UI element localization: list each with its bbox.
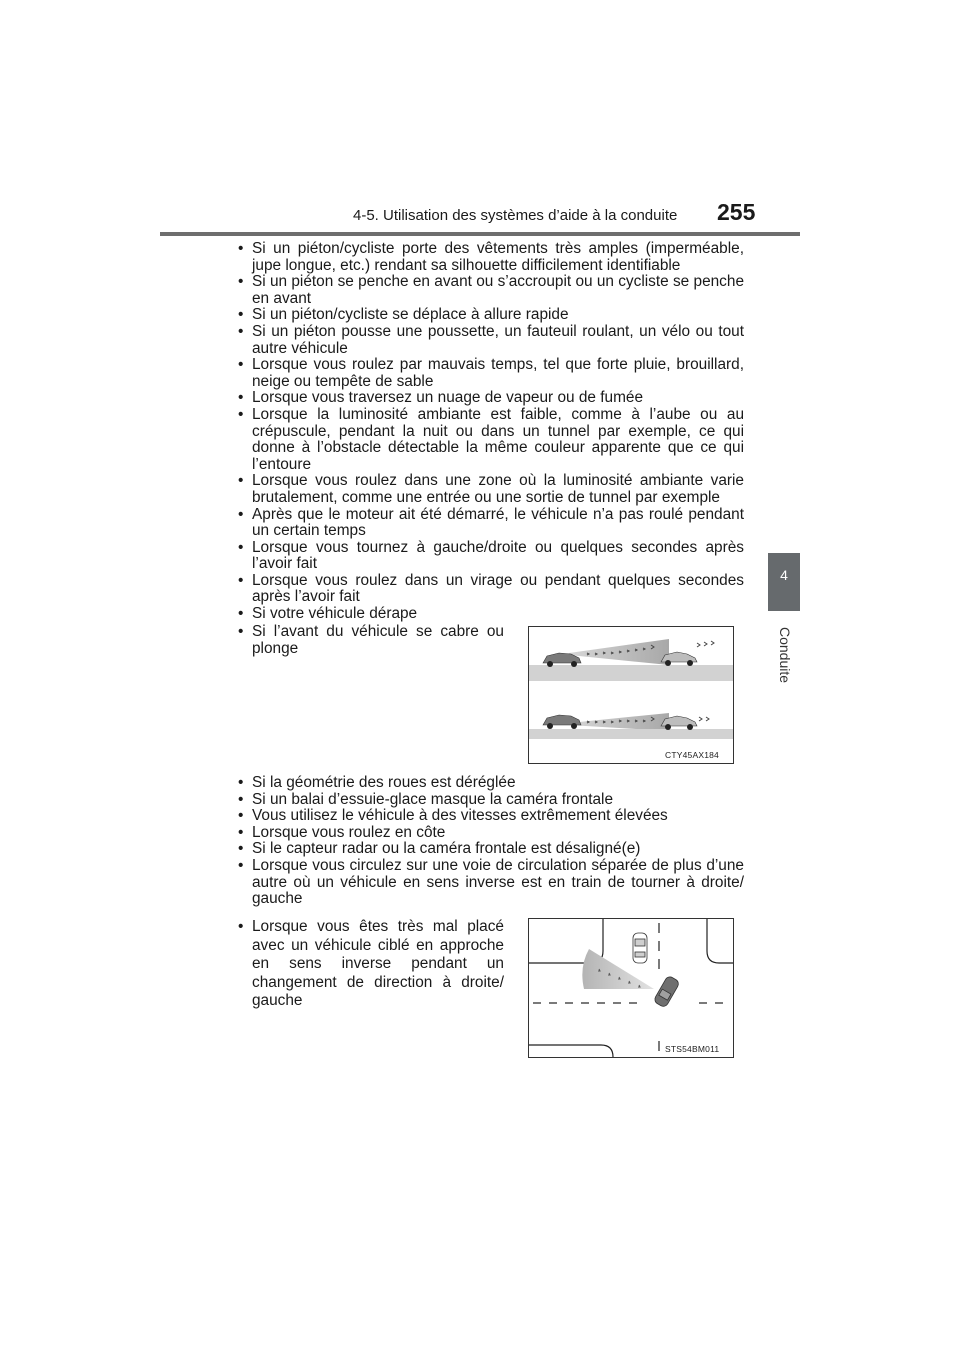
- list-item: • Lorsque vous traversez un nuage de vapeur ou de fumée: [236, 390, 744, 407]
- list-item: • Lorsque vous roulez en côte: [236, 825, 744, 842]
- list-item: • Lorsque vous tournez à gauche/droite ou quelques secondes après l’avoir fait: [236, 540, 744, 573]
- chapter-label-box: [775, 620, 795, 690]
- figure-code: STS54BM011: [665, 1044, 720, 1054]
- list-item: • Si un balai d’essuie-glace masque la caméra frontale: [236, 792, 744, 809]
- conditions-list-2: [236, 624, 504, 657]
- list-item: • Lorsque vous êtes très mal placé avec un véhicule ciblé en approche en sens inverse pendant un changement de direction à droite/ gauche: [236, 918, 504, 1011]
- intersection-turn-illustration: [528, 918, 734, 1058]
- conditions-list-3: [236, 775, 744, 908]
- list-item: • Si l’avant du véhicule se cabre ou plonge: [236, 624, 504, 657]
- list-item: • Si un piéton pousse une poussette, un fauteuil roulant, un vélo ou tout autre véhicule: [236, 324, 744, 357]
- header-rule: [160, 232, 800, 236]
- list-item: • Si le capteur radar ou la caméra frontale est désaligné(e): [236, 841, 744, 858]
- list-item: • Lorsque la luminosité ambiante est faible, comme à l’aube ou au crépuscule, pendant la nuit ou dans un tunnel par exemple, ce qui donne à l’obstacle détectable la même couleur apparente que ce qui l’entoure: [236, 407, 744, 473]
- pitching-vehicle-illustration: [528, 626, 734, 764]
- intersection-drawing: [529, 919, 733, 1057]
- list-item: • Si un piéton se penche en avant ou s’accroupit ou un cycliste se penche en avant: [236, 274, 744, 307]
- list-item: • Si un piéton/cycliste porte des vêtements très amples (imperméable, jupe longue, etc.) rendant sa silhouette difficilement identifiable: [236, 241, 744, 274]
- pitching-vehicle-drawing: [529, 627, 733, 763]
- list-item: • Lorsque vous roulez dans une zone où la luminosité ambiante varie brutalement, comme une entrée ou une sortie de tunnel par exemple: [236, 473, 744, 506]
- list-item: • Lorsque vous circulez sur une voie de circulation séparée de plus d’une autre où un véhicule en sens inverse est en train de tourner à droite/ gauche: [236, 858, 744, 908]
- conditions-list-1: [236, 241, 744, 623]
- list-item: • Lorsque vous roulez dans un virage ou pendant quelques secondes après l’avoir fait: [236, 573, 744, 606]
- list-item: • Si un piéton/cycliste se déplace à allure rapide: [236, 307, 744, 324]
- list-item: • Si votre véhicule dérape: [236, 606, 744, 623]
- list-item: • Vous utilisez le véhicule à des vitesses extrêmement élevées: [236, 808, 744, 825]
- list-item: • Lorsque vous roulez par mauvais temps, tel que forte pluie, brouillard, neige ou tempête de sable: [236, 357, 744, 390]
- page-number: 255: [717, 199, 756, 225]
- figure-code: CTY45AX184: [665, 750, 719, 760]
- list-item: • Après que le moteur ait été démarré, le véhicule n’a pas roulé pendant un certain temps: [236, 507, 744, 540]
- chapter-number: 4: [780, 567, 788, 583]
- chapter-label: Conduite: [777, 626, 793, 684]
- chapter-tab: [768, 553, 800, 611]
- conditions-list-4: [236, 918, 504, 1011]
- list-item: • Si la géométrie des roues est déréglée: [236, 775, 744, 792]
- section-title: 4-5. Utilisation des systèmes d’aide à la conduite: [353, 207, 678, 224]
